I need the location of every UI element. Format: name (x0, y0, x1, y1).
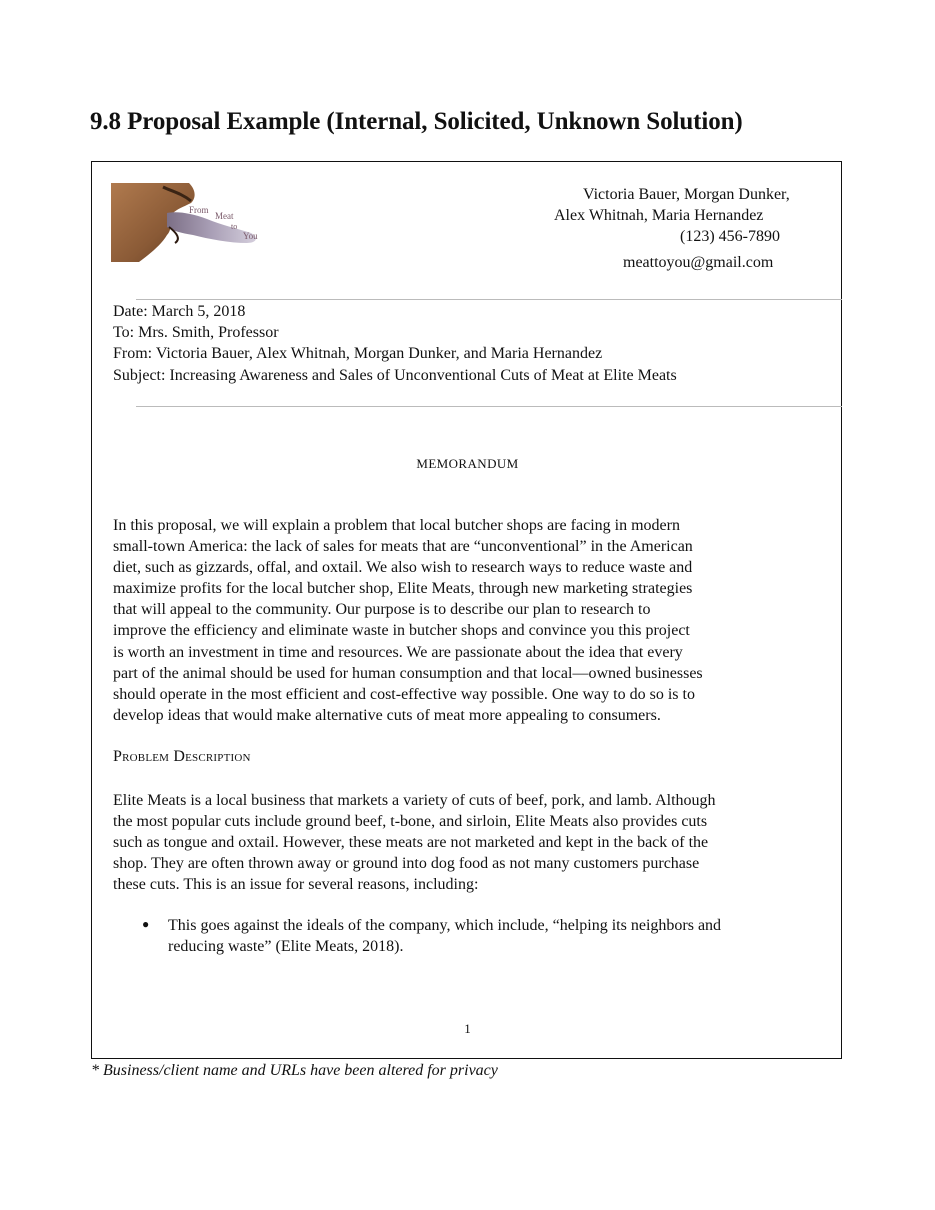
contact-names-line2: Alex Whitnah, Maria Hernandez (554, 207, 764, 224)
intro-line: In this proposal, we will explain a problem that local butcher shops are facing in modern (113, 517, 680, 534)
logo-text-you: You (243, 231, 258, 241)
problem-line: shop. They are often thrown away or ground into dog food as not many customers purchase (113, 855, 700, 873)
intro-line: improve the efficiency and eliminate waste in butcher shops and convince you this project (113, 622, 690, 640)
intro-line: should operate in the most efficient and cost-effective way possible. One way to do so is to (113, 685, 695, 703)
intro-line: part of the animal should be used for human consumption and that local—owned businesses (113, 664, 703, 682)
memo-date: Date: March 5, 2018 (113, 303, 246, 320)
bullet-line: This goes against the ideals of the company, which include, “helping its neighbors and (168, 917, 722, 934)
bullet-icon: ● (142, 917, 150, 931)
bullet-item (168, 915, 721, 957)
contact-phone: (123) 456-7890 (680, 228, 780, 245)
contact-email: meattoyou@gmail.com (623, 254, 774, 271)
memo-from: From: Victoria Bauer, Alex Whitnah, Morgan Dunker, and Maria Hernandez (113, 345, 603, 362)
logo-text-from: From (189, 205, 209, 215)
problem-line: the most popular cuts include ground beef, t-bone, and sirloin, Elite Meats also provides cuts (113, 813, 708, 831)
memo-to: To: Mrs. Smith, Professor (113, 324, 279, 341)
cow-tongue-logo-icon (111, 183, 269, 262)
logo-text-to: to (231, 222, 238, 231)
problem-description-heading: Problem Description (113, 748, 251, 765)
problem-line: Elite Meats is a local business that markets a variety of cuts of beef, pork, and lamb. Although (113, 792, 716, 809)
intro-paragraph (113, 515, 813, 726)
intro-line: is worth an investment in time and resources. We are passionate about the idea that every (113, 643, 683, 661)
memo-subject: Subject: Increasing Awareness and Sales of Unconventional Cuts of Meat at Elite Meats (113, 367, 677, 384)
logo-text-meat: Meat (215, 211, 234, 221)
intro-line: maximize profits for the local butcher shop, Elite Meats, through new marketing strategies (113, 580, 693, 598)
intro-line: that will appeal to the community. Our purpose is to describe our plan to research to (113, 601, 651, 619)
problem-paragraph (113, 790, 813, 895)
problem-line: such as tongue and oxtail. However, these meats are not marketed and kept in the back of the (113, 834, 709, 852)
memorandum-heading: MEMORANDUM (416, 456, 519, 471)
intro-line: diet, such as gizzards, offal, and oxtail. We also wish to research ways to reduce waste and (113, 559, 693, 577)
intro-line: small-town America: the lack of sales for meats that are “unconventional” in the American (113, 538, 693, 556)
problem-line: these cuts. This is an issue for several reasons, including: (113, 876, 479, 894)
memo-divider (136, 406, 842, 407)
page-number: 1 (464, 1021, 471, 1036)
page-title: 9.8 Proposal Example (Internal, Solicited, Unknown Solution) (90, 108, 743, 135)
privacy-footnote: * Business/client name and URLs have been altered for privacy (91, 1062, 498, 1079)
header-divider (136, 299, 842, 300)
bullet-line: reducing waste” (Elite Meats, 2018). (168, 938, 404, 956)
intro-line: develop ideas that would make alternative cuts of meat more appealing to consumers. (113, 706, 661, 724)
contact-names-line1: Victoria Bauer, Morgan Dunker, (583, 186, 790, 203)
